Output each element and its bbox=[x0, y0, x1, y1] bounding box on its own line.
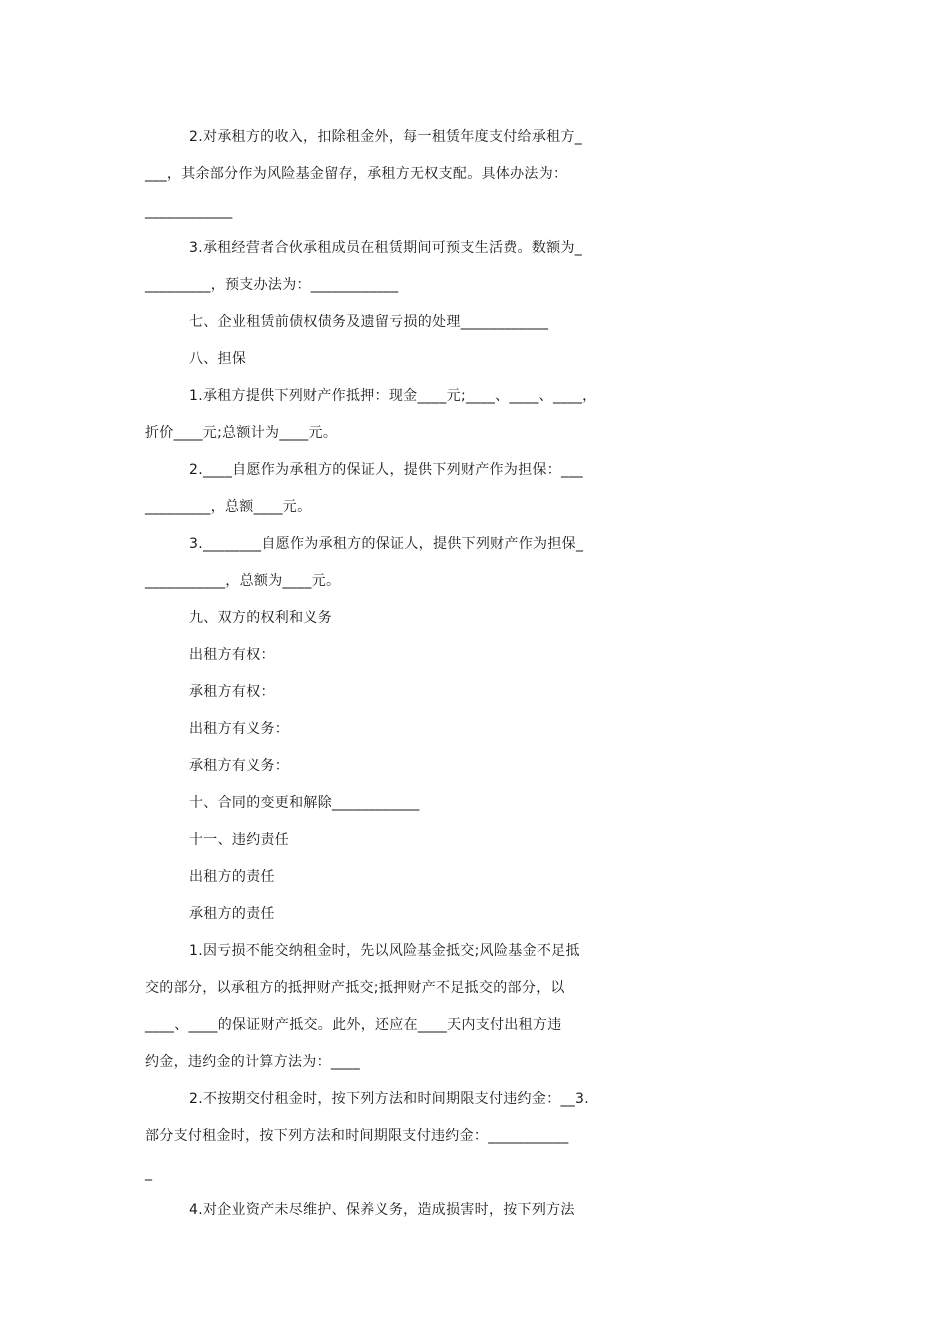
section-heading: 八、担保 bbox=[189, 351, 247, 367]
section-heading: 七、企业租赁前债权债务及遗留亏损的处理____________ bbox=[189, 314, 549, 330]
para-line: 交的部分，以承租方的抵押财产抵交;抵押财产不足抵交的部分，以 bbox=[145, 980, 565, 996]
para-line: 2.不按期交付租金时，按下列方法和时间期限支付违约金：__3. bbox=[189, 1091, 590, 1107]
para-line: 承租方有义务： bbox=[189, 758, 290, 774]
para-line: 3.________自愿作为承租方的保证人，提供下列财产作为担保_ bbox=[189, 536, 584, 552]
para-line: 2.____自愿作为承租方的保证人，提供下列财产作为担保：___ bbox=[189, 462, 583, 478]
para-line: 承租方有权： bbox=[189, 684, 275, 700]
para-line: 部分支付租金时，按下列方法和时间期限支付违约金：___________ bbox=[145, 1128, 569, 1144]
para-line: ___________，总额为____元。 bbox=[145, 573, 341, 589]
para-line: 折价____元;总额计为____元。 bbox=[145, 425, 338, 441]
para-line: 1.因亏损不能交纳租金时，先以风险基金抵交;风险基金不足抵 bbox=[189, 943, 580, 959]
para-line: _ bbox=[145, 1165, 153, 1181]
para-line: 出租方有权： bbox=[189, 647, 275, 663]
para-line: 2.对承租方的收入，扣除租金外，每一租赁年度支付给承租方_ bbox=[189, 129, 583, 145]
para-line: 出租方有义务： bbox=[189, 721, 290, 737]
para-line: ____、____的保证财产抵交。此外，还应在____天内支付出租方违 bbox=[145, 1017, 562, 1033]
para-line: _________，总额____元。 bbox=[145, 499, 312, 515]
section-heading: 九、双方的权利和义务 bbox=[189, 610, 332, 626]
para-line: ___，其余部分作为风险基金留存，承租方无权支配。具体办法为： bbox=[145, 166, 568, 182]
para-line: 4.对企业资产未尽维护、保养义务，造成损害时，按下列方法 bbox=[189, 1202, 575, 1218]
para-line: 约金，违约金的计算方法为：____ bbox=[145, 1054, 361, 1070]
para-line: 3.承租经营者合伙承租成员在租赁期间可预支生活费。数额为_ bbox=[189, 240, 583, 256]
para-line: _________，预支办法为：____________ bbox=[145, 277, 399, 293]
section-heading: 十一、违约责任 bbox=[189, 832, 290, 848]
para-line: 1.承租方提供下列财产作抵押：现金____元;____、____、____， bbox=[189, 388, 597, 404]
para-line: 出租方的责任 bbox=[189, 869, 275, 885]
para-line: 承租方的责任 bbox=[189, 906, 275, 922]
para-line: ____________ bbox=[145, 203, 233, 219]
section-heading: 十、合同的变更和解除____________ bbox=[189, 795, 420, 811]
